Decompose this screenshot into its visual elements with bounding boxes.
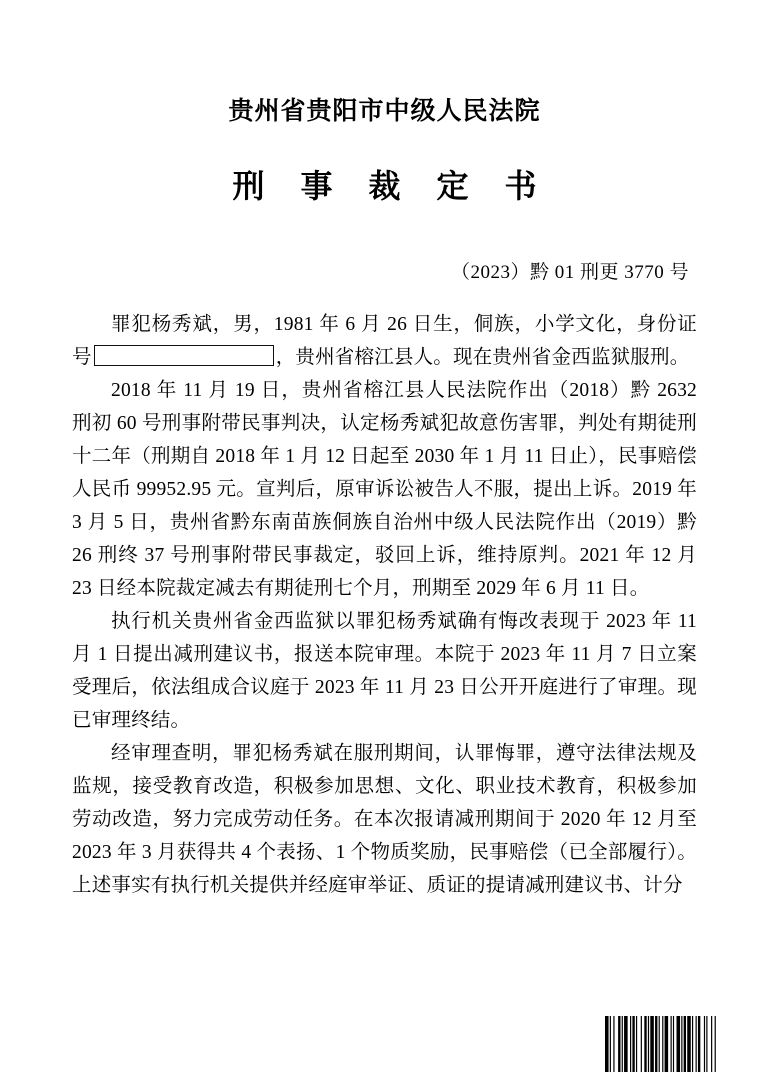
paragraph-enforcement-agency: 执行机关贵州省金西监狱以罪犯杨秀斌确有悔改表现于 2023 年 11 月 1 日提出减刑建议书，报送本院审理。本院于 2023 年 11 月 7 日立案受理后，依法组成合议庭于 2023 年 11 月 23 日公开开庭进行了审理。现已审理终结。 — [72, 610, 697, 731]
barcode — [605, 1016, 717, 1072]
case-number: （2023）黔 01 刑更 3770 号 — [450, 261, 689, 283]
paragraph-original-judgment: 2018 年 11 月 19 日，贵州省榕江县人民法院作出（2018）黔 2632 刑初 60 号刑事附带民事判决，认定杨秀斌犯故意伤害罪，判处有期徒刑十二年（刑期自 2018 年 1 月 12 日起至 2030 年 1 月 11 日止），民事赔偿人民币 99952.95 元。宣判后，原审诉讼被告人不服，提出上诉。2019 年 3 月 5 日，贵州省黔东南苗族侗族自治州中级人民法院作出（2019）黔 26 刑终 37 号刑事附带民事裁定，驳回上诉，维持原判。2021 年 12 月 23 日经本院裁定减去有期徒刑七个月，刑期至 2029 年 6 月 11 日。 — [72, 379, 697, 599]
defendant-info-text-before: 罪犯杨秀斌，男，1981 年 6 月 26 日生，侗族，小学文化，身份证号 — [72, 313, 697, 368]
court-name: 贵州省贵阳市中级人民法院 — [228, 98, 541, 125]
paragraph-findings: 经审理查明，罪犯杨秀斌在服刑期间，认罪悔罪，遵守法律法规及监规，接受教育改造，积极参加思想、文化、职业技术教育，积极参加劳动改造，努力完成劳动任务。在本次报请减刑期间于 2020 年 12 月至 2023 年 3 月获得共 4 个表扬、1 个物质奖励，民事赔偿（已全部履行）。上述事实有执行机关提供并经庭审举证、质证的提请减刑建议书、计分 — [72, 742, 697, 896]
id-number-redaction — [94, 345, 274, 366]
page-title: 刑 事 裁 定 书 — [232, 167, 551, 204]
barcode-image — [605, 1016, 717, 1072]
document-body — [72, 308, 697, 902]
defendant-info-text-after: ，贵州省榕江县人。现在贵州省金西监狱服刑。 — [275, 346, 690, 368]
paragraph-defendant-info — [72, 308, 697, 374]
